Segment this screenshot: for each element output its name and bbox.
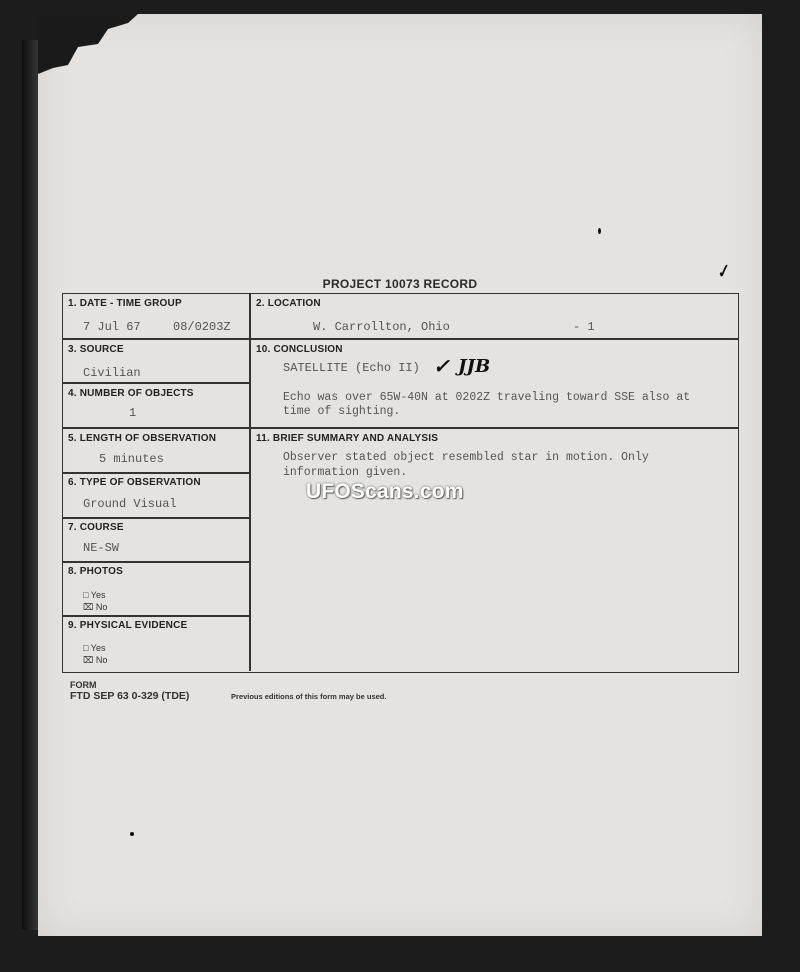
row-divider [63,561,250,563]
watermark: UFOScans.com [306,480,464,503]
location-label: 2. LOCATION [256,298,321,309]
form-title: PROJECT 10073 RECORD [322,277,478,291]
photos-label: 8. PHOTOS [68,566,123,577]
physical-evidence-yes-checkbox: □ [83,643,89,653]
row-divider [63,615,250,617]
photos-yes-checkbox: □ [83,590,89,600]
row-divider [249,427,738,429]
footer-form-label: FORM [70,680,97,690]
brief-summary-line-2: information given. [283,466,408,479]
row-divider [63,338,250,340]
location-mark: - 1 [573,320,595,334]
conclusion-note-line-1: Echo was over 65W-40N at 0202Z traveling toward SSE also at [283,391,691,404]
row-divider [63,382,250,384]
conclusion-checkmark: ✓ [433,354,450,378]
footer-previous-editions: Previous editions of this form may be used. [231,692,387,701]
number-of-objects-value: 1 [129,406,137,420]
conclusion-label: 10. CONCLUSION [256,344,343,355]
brief-summary-line-1: Observer stated object resembled star in motion. Only [283,451,649,464]
date-time-group-label: 1. DATE - TIME GROUP [68,298,182,309]
type-of-observation-value: Ground Visual [83,497,177,511]
physical-evidence-yes-option [83,643,105,653]
course-label: 7. COURSE [68,522,124,533]
source-value: Civilian [83,366,141,380]
photos-yes-label: Yes [90,590,106,600]
conclusion-note-line-2: time of sighting. [283,405,401,418]
row-divider [63,517,250,519]
number-of-objects-label: 4. NUMBER OF OBJECTS [68,388,194,399]
physical-evidence-no-checkbox: ⌧ [83,655,94,665]
photos-yes-option [83,590,105,600]
row-divider [63,427,250,429]
type-of-observation-label: 6. TYPE OF OBSERVATION [68,477,201,488]
footer-form-id: FTD SEP 63 0-329 (TDE) [70,690,190,702]
physical-evidence-no-option [83,655,107,666]
conclusion-initials: JJB [458,356,491,377]
length-of-observation-label: 5. LENGTH OF OBSERVATION [68,433,217,444]
length-of-observation-value: 5 minutes [99,452,164,466]
margin-tick-mark: ✓ [713,260,733,283]
time-value: 08/0203Z [173,320,231,334]
physical-evidence-label: 9. PHYSICAL EVIDENCE [68,620,188,631]
photos-no-label: No [95,602,108,612]
source-label: 3. SOURCE [68,344,124,355]
date-value: 7 Jul 67 [83,320,141,334]
row-divider [63,472,250,474]
physical-evidence-no-label: No [95,655,108,665]
photos-no-checkbox: ⌧ [83,602,94,612]
brief-summary-label: 11. BRIEF SUMMARY AND ANALYSIS [256,433,439,444]
physical-evidence-yes-label: Yes [90,643,106,653]
conclusion-value: SATELLITE (Echo II) [283,361,420,375]
row-divider [249,338,738,340]
photos-no-option [83,602,107,613]
scan-speck [598,228,601,234]
location-value: W. Carrollton, Ohio [313,320,450,334]
course-value: NE-SW [83,541,120,555]
scan-speck [130,832,134,836]
